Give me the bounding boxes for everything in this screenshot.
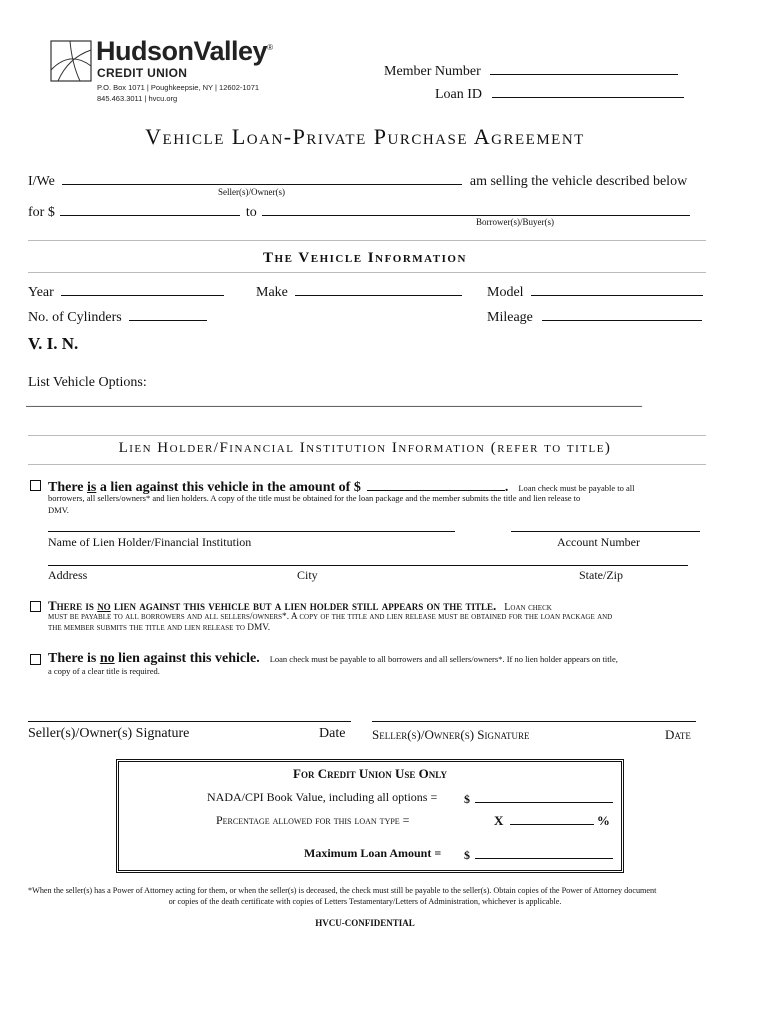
lien-amount-field[interactable] — [367, 476, 505, 491]
lien-exists-text: There is a lien against this vehicle in the amount of $ — [48, 480, 361, 495]
section-divider — [28, 435, 706, 436]
loan-id-label: Loan ID — [435, 87, 483, 102]
for-label: for $ — [28, 205, 55, 220]
vin-field[interactable] — [96, 337, 702, 351]
make-label: Make — [256, 285, 288, 300]
vin-label: V. I. N. — [28, 334, 79, 353]
lien-exists-row: There is a lien against this vehicle in the amount of $ . Loan check must be payable to all — [48, 476, 634, 496]
model-label: Model — [487, 285, 524, 300]
nada-row — [464, 790, 613, 807]
no-lien-text: There is no lien against this vehicle. — [48, 651, 260, 666]
lien-exists-note-cont1: borrowers, all sellers/owners* and lien holders. A copy of the title must be obtained for the loan package and the member submits the title and lien release to — [48, 493, 581, 503]
address-line-2: 845.463.3011 | hvcu.org — [97, 94, 178, 103]
logo-brand: HudsonValley — [96, 36, 268, 66]
account-number-field[interactable] — [511, 531, 700, 532]
lien-exists-note: Loan check must be payable to all — [518, 483, 635, 493]
mileage-label: Mileage — [487, 310, 533, 325]
no-lien-checkbox[interactable] — [30, 654, 41, 665]
lien-still-appears-note-cont2: the member submits the title and lien release to DMV. — [48, 623, 271, 633]
lien-holder-name-field[interactable] — [48, 531, 455, 532]
options-rule: ________________________________________________________________________________________ — [26, 394, 642, 409]
nada-dollar: $ — [464, 792, 470, 806]
buyer-caption: Borrower(s)/Buyer(s) — [476, 217, 554, 227]
options-label: List Vehicle Options: — [28, 375, 147, 390]
seller-row — [28, 170, 687, 190]
date-label-1: Date — [319, 726, 346, 741]
seller-signature-field-1[interactable] — [28, 721, 351, 722]
cylinders-field[interactable] — [129, 306, 207, 321]
year-row — [28, 281, 224, 301]
selling-text: am selling the vehicle described below — [469, 174, 688, 189]
year-field[interactable] — [61, 281, 224, 296]
make-row — [256, 281, 462, 301]
logo — [50, 36, 290, 110]
model-field[interactable] — [531, 281, 703, 296]
percentage-x: X — [494, 813, 504, 828]
max-loan-label: Maximum Loan Amount = — [304, 846, 442, 860]
cylinders-row — [28, 306, 207, 326]
logo-subtitle: CREDIT UNION — [97, 66, 188, 80]
percentage-row — [494, 812, 610, 829]
section-divider — [28, 272, 706, 273]
nada-value-field[interactable] — [475, 790, 613, 803]
lien-exists-checkbox[interactable] — [30, 480, 41, 491]
lien-still-appears-note-cont1: must be payable to all borrowers and all sellers/owners*. A copy of the title and lien release must be obtained for the loan package and — [48, 612, 613, 622]
percentage-label: Percentage allowed for this loan type = — [216, 813, 410, 827]
lien-still-appears-checkbox[interactable] — [30, 601, 41, 612]
no-lien-row — [48, 649, 618, 667]
seller-signature-field-2[interactable] — [372, 721, 696, 722]
member-number-row — [384, 60, 678, 80]
mileage-field[interactable] — [542, 306, 702, 321]
price-field[interactable] — [60, 201, 240, 216]
percentage-field[interactable] — [510, 812, 594, 825]
section-divider — [28, 464, 706, 465]
no-lien-note: Loan check must be payable to all borrowers and all sellers/owners*. If no lien holder appears on title, — [269, 654, 618, 664]
seller-signature-label-1: Seller(s)/Owner(s) Signature — [28, 726, 190, 741]
cylinders-label: No. of Cylinders — [28, 310, 122, 325]
price-buyer-row — [28, 201, 690, 221]
percentage-sign: % — [596, 813, 610, 828]
page-title: Vehicle Loan-Private Purchase Agreement — [145, 124, 585, 149]
lien-still-appears-text: There is no lien against this vehicle but a lien holder still appears on the title. — [48, 598, 497, 613]
seller-caption: Seller(s)/Owner(s) — [218, 187, 285, 197]
address-line-1: P.O. Box 1071 | Poughkeepsie, NY | 12602-1071 — [97, 83, 260, 92]
lien-still-appears-note: Loan check — [504, 602, 552, 613]
make-field[interactable] — [295, 281, 462, 296]
cu-box-title: For Credit Union Use Only — [293, 766, 447, 781]
seller-signature-label-2: Seller(s)/Owner(s) Signature — [372, 727, 530, 742]
iwe-label: I/We — [28, 174, 55, 189]
member-number-label: Member Number — [384, 64, 481, 79]
vehicle-section-heading: The Vehicle Information — [263, 250, 467, 266]
member-number-field[interactable] — [490, 60, 678, 75]
loan-id-field[interactable] — [492, 83, 684, 98]
nada-label: NADA/CPI Book Value, including all options = — [207, 790, 438, 804]
state-zip-label: State/Zip — [579, 568, 623, 582]
max-loan-dollar: $ — [464, 848, 470, 862]
logo-registered-mark: ® — [267, 43, 273, 52]
lien-exists-note-cont2: DMV. — [48, 505, 69, 515]
confidential-label: HVCU-CONFIDENTIAL — [315, 918, 415, 928]
address-label: Address — [48, 568, 88, 582]
loan-id-row — [435, 83, 684, 103]
credit-union-use-box — [116, 759, 624, 873]
footnote-line-1: *When the seller(s) has a Power of Attorney acting for them, or when the seller(s) is deceased, the check must still be payable to the seller(s). Obtain copies of the Power of Attorney document — [28, 886, 657, 895]
mileage-row — [487, 306, 702, 326]
model-row — [487, 281, 703, 301]
seller-name-field[interactable] — [62, 170, 462, 185]
lien-address-field[interactable] — [48, 565, 688, 566]
date-label-2: Date — [665, 727, 691, 742]
no-lien-note-cont: a copy of a clear title is required. — [48, 666, 160, 676]
account-number-label: Account Number — [557, 535, 640, 549]
year-label: Year — [28, 285, 54, 300]
footnote-line-2: or copies of the death certificate with copies of Letters Testamentary/Letters of Administration, whichever is applicable. — [168, 897, 562, 906]
section-divider — [28, 240, 706, 241]
lien-holder-name-label: Name of Lien Holder/Financial Institution — [48, 535, 252, 549]
lien-section-heading: Lien Holder/Financial Institution Information (refer to title) — [118, 440, 612, 456]
max-loan-row — [464, 846, 613, 863]
city-label: City — [297, 568, 318, 582]
buyer-name-field[interactable] — [262, 201, 690, 216]
max-loan-field[interactable] — [475, 846, 613, 859]
logo-mark-icon — [50, 40, 92, 82]
to-label: to — [245, 205, 257, 220]
